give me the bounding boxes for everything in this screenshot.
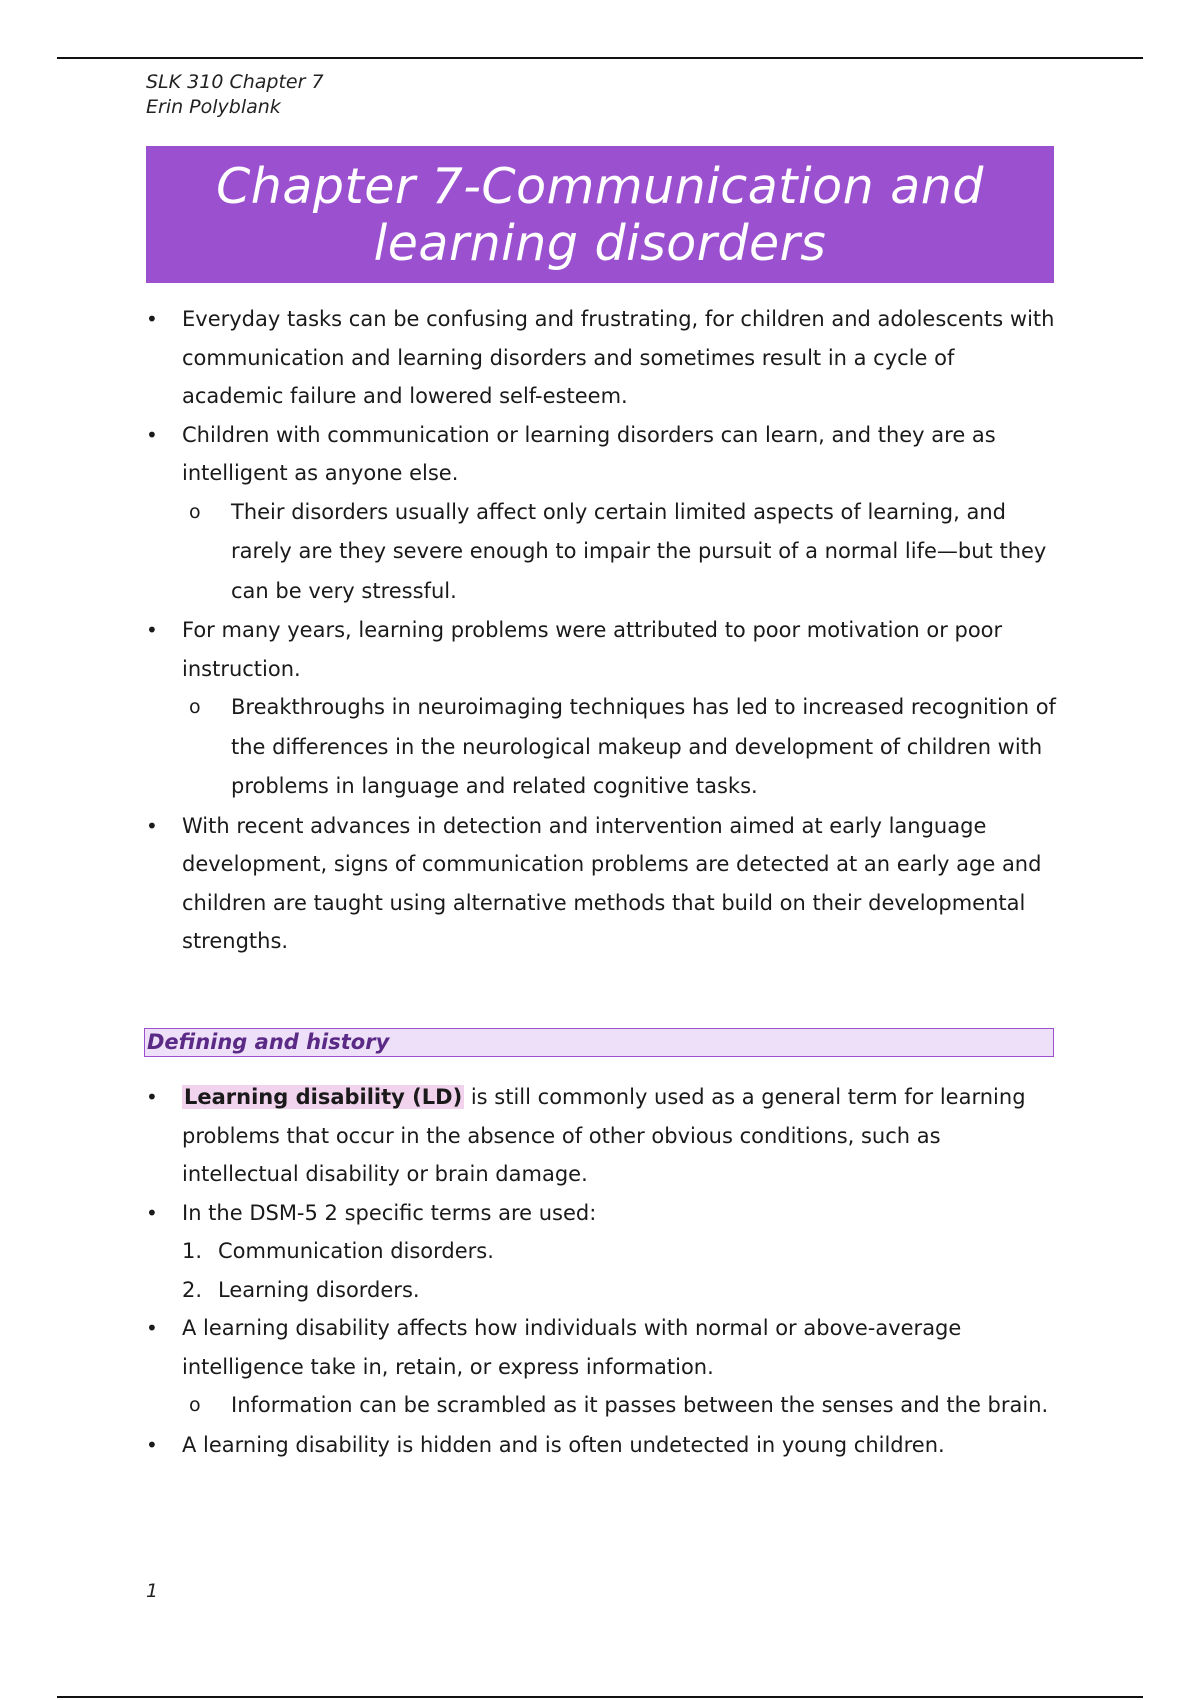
list-item — [146, 1309, 1056, 1426]
sub-bullet-list — [182, 493, 1056, 612]
definition-bullet-list — [146, 1078, 1056, 1464]
section-heading: Defining and history — [147, 1030, 390, 1054]
intro-bullet-list — [146, 300, 1056, 961]
bullet-text: is still commonly used as a general term for learning problems that occur in the absence of other obvious conditions, such as intellectual disability or brain damage. — [182, 1085, 1026, 1186]
number-marker: 2. — [182, 1277, 203, 1302]
numbered-list — [182, 1232, 1056, 1309]
sub-bullet-list — [182, 1386, 1056, 1426]
sub-bullet-list — [182, 688, 1056, 807]
bullet-text: A learning disability is hidden and is often undetected in young children. — [182, 1432, 945, 1457]
document-header — [146, 70, 324, 120]
numbered-text: Learning disorders. — [218, 1277, 420, 1302]
course-label: SLK 310 Chapter 7 — [146, 71, 324, 93]
list-item — [146, 1194, 1056, 1310]
list-item — [146, 807, 1056, 961]
bullet-text: For many years, learning problems were attributed to poor motivation or poor instruction. — [182, 618, 1003, 681]
top-rule — [57, 57, 1143, 59]
sub-bullet-text: Information can be scrambled as it passes between the senses and the brain. — [231, 1393, 1049, 1417]
numbered-text: Communication disorders. — [218, 1239, 494, 1263]
definition-section — [146, 1078, 1056, 1464]
sub-list-item — [189, 493, 1056, 612]
bullet-text: With recent advances in detection and intervention aimed at early language development, signs of communication problems are detected at an early age and children are taught using alternative methods that build on their developmental strengths. — [182, 813, 1042, 953]
numbered-item — [182, 1232, 1056, 1271]
intro-section — [146, 300, 1056, 961]
page-number: 1 — [146, 1580, 159, 1602]
bullet-text: In the DSM-5 2 specific terms are used: — [182, 1200, 597, 1225]
sub-list-item — [189, 1386, 1056, 1426]
sub-bullet-text: Breakthroughs in neuroimaging techniques has led to increased recognition of the differences in the neurological makeup and development of children with problems in language and related cognitive tasks. — [231, 695, 1056, 798]
bullet-text: A learning disability affects how individuals with normal or above-average intelligence take in, retain, or express information. — [182, 1316, 962, 1379]
author-name: Erin Polyblank — [146, 96, 281, 118]
number-marker: 1. — [182, 1239, 203, 1263]
chapter-title: Chapter 7-Communication and learning disorders — [216, 157, 984, 272]
list-item — [146, 1426, 1056, 1465]
bullet-text: Children with communication or learning disorders can learn, and they are as intelligent as anyone else. — [182, 422, 996, 485]
list-item — [146, 416, 1056, 612]
sub-list-item — [189, 688, 1056, 807]
bullet-text: Everyday tasks can be confusing and frustrating, for children and adolescents with communication and learning disorders and sometimes result in a cycle of academic failure and lowered self-esteem. — [182, 307, 1055, 408]
highlighted-term: Learning disability (LD) — [184, 1085, 463, 1109]
bottom-rule — [57, 1696, 1143, 1698]
list-item — [146, 611, 1056, 807]
section-heading-box — [144, 1028, 1054, 1057]
list-item — [146, 1078, 1056, 1194]
sub-bullet-text: Their disorders usually affect only certain limited aspects of learning, and rarely are they severe enough to impair the pursuit of a normal life—but they can be very stressful. — [231, 499, 1047, 603]
list-item — [146, 300, 1056, 416]
chapter-title-banner — [146, 146, 1054, 283]
numbered-item — [182, 1271, 1056, 1310]
